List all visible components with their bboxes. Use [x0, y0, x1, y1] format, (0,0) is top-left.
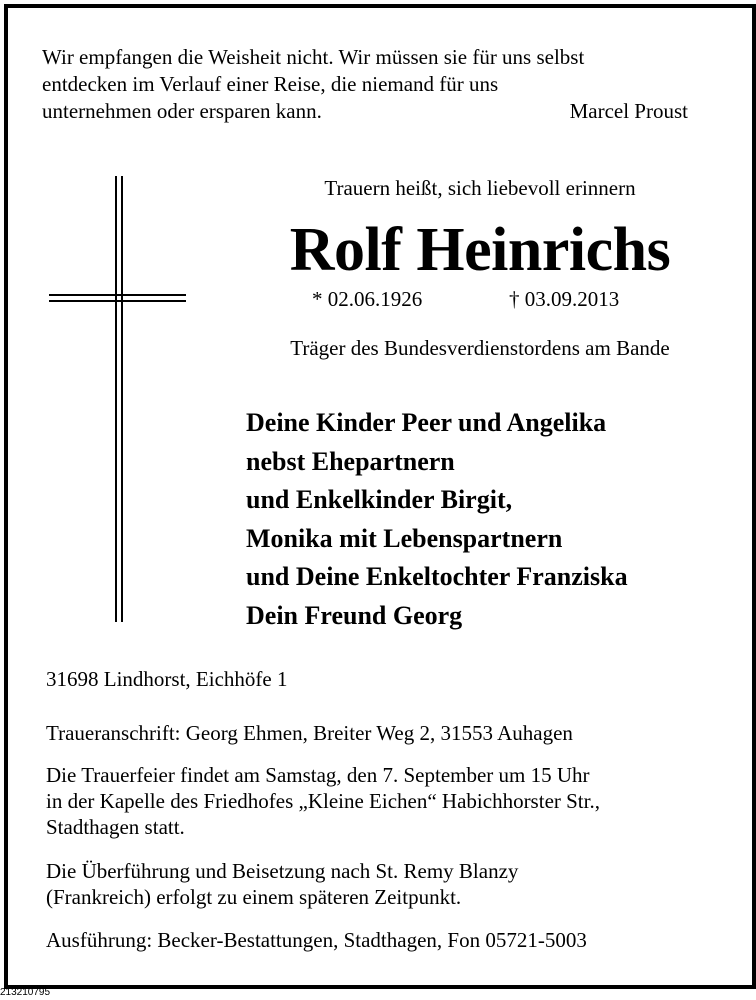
mourning-address-line: Traueranschrift: Georg Ehmen, Breiter Weg 2, 31553 Auhagen: [46, 721, 573, 745]
motto: Trauern heißt, sich liebevoll erinnern: [324, 176, 636, 200]
mourning-address: [46, 720, 573, 746]
mourners-list: [246, 404, 628, 635]
mourner-line: und Deine Enkeltochter Franziska: [246, 562, 628, 591]
transfer-line: Die Überführung und Beisetzung nach St. Remy Blanzy: [46, 859, 519, 883]
quote-line: Wir empfangen die Weisheit nicht. Wir müssen sie für uns selbst: [42, 45, 585, 69]
cross-icon-beam: [49, 294, 186, 302]
quote-author: Marcel Proust: [569, 99, 688, 123]
home-address: [46, 666, 287, 692]
transfer-line: (Frankreich) erfolgt zu einem späteren Zeitpunkt.: [46, 885, 462, 909]
funeral-service-notice: [46, 762, 600, 840]
undertaker-line: Ausführung: Becker-Bestattungen, Stadthagen, Fon 05721-5003: [46, 928, 587, 952]
address-line: 31698 Lindhorst, Eichhöfe 1: [46, 667, 288, 691]
mourner-line: nebst Ehepartnern: [246, 446, 455, 476]
mourner-line: Monika mit Lebenspartnern: [246, 523, 563, 553]
service-line: Die Trauerfeier findet am Samstag, den 7. September um 15 Uhr: [46, 763, 590, 787]
mourner-line: und Enkelkinder Birgit,: [246, 485, 513, 514]
reference-code: 213210795: [0, 987, 51, 998]
death-date: † 03.09.2013: [509, 287, 620, 311]
mourner-line: Deine Kinder Peer und Angelika: [246, 408, 607, 437]
proust-quote: [42, 44, 692, 125]
service-line: Stadthagen statt.: [46, 815, 185, 839]
service-line: in der Kapelle des Friedhofes „Kleine Eichen“ Habichhorster Str.,: [46, 789, 600, 813]
undertaker-notice: [46, 927, 587, 953]
mourner-line: Dein Freund Georg: [246, 600, 463, 630]
quote-line: entdecken im Verlauf einer Reise, die niemand für uns: [42, 72, 499, 96]
honor-line: Träger des Bundesverdienstordens am Bande: [290, 336, 670, 360]
deceased-name: Rolf Heinrichs: [289, 216, 671, 284]
transfer-notice: [46, 858, 518, 910]
birth-date: * 02.06.1926: [312, 287, 423, 311]
cross-icon: [115, 176, 123, 622]
quote-line: unternehmen oder ersparen kann.: [42, 99, 322, 123]
